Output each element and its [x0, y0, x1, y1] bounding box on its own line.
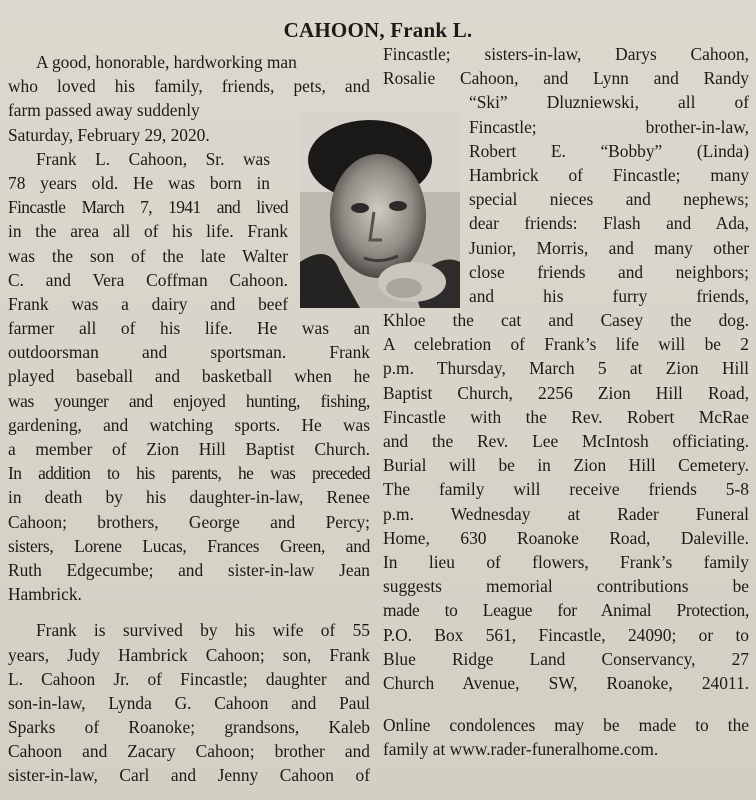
text-line: Cahoon and Zacary Cahoon; brother and: [8, 741, 370, 762]
text-line: Fincastle; brother-in-law,: [469, 116, 749, 137]
text-line: Saturday, February 29, 2020.: [8, 124, 210, 145]
text-line: family at www.rader-funeralhome.com.: [383, 739, 659, 760]
text-line: Junior, Morris, and many other: [469, 237, 749, 258]
text-line: in the area all of his life. Frank: [8, 221, 288, 242]
text-line: a member of Zion Hill Baptist Church.: [8, 439, 370, 459]
text-line: gardening, and watching sports. He was: [8, 414, 370, 435]
text-line: made to League for Animal Protection,: [383, 600, 749, 621]
text-line: played baseball and basketball when he: [8, 366, 370, 387]
text-line: farm passed away suddenly: [8, 100, 200, 121]
text-line: Fincastle with the Rev. Robert McRae: [383, 406, 749, 427]
text-line: suggests memorial contributions be: [383, 576, 749, 597]
text-line: P.O. Box 561, Fincastle, 24090; or to: [383, 624, 749, 645]
text-line: Home, 630 Roanoke Road, Daleville.: [383, 527, 749, 548]
text-line: A celebration of Frank’s life will be 2: [383, 334, 749, 355]
text-line: Sparks of Roanoke; grandsons, Kaleb: [8, 717, 370, 738]
text-line: In addition to his parents, he was preceded: [8, 463, 370, 484]
text-line: Rosalie Cahoon, and Lynn and Randy: [383, 68, 749, 89]
text-line: in death by his daughter-in-law, Renee: [8, 487, 370, 508]
text-line: Baptist Church, 2256 Zion Hill Road,: [383, 382, 749, 403]
left-column: [8, 50, 370, 788]
text-line: Fincastle; sisters-in-law, Darys Cahoon,: [383, 44, 749, 64]
text-line: special nieces and nephews;: [469, 189, 749, 210]
text-line: who loved his family, friends, pets, and: [8, 76, 370, 97]
text-line: and his furry friends,: [469, 285, 749, 306]
text-line: sisters, Lorene Lucas, Frances Green, and: [8, 535, 370, 556]
text-line: p.m. Wednesday at Rader Funeral: [383, 503, 749, 524]
text-line: outdoorsman and sportsman. Frank: [8, 342, 370, 363]
text-line: In lieu of flowers, Frank’s family: [383, 551, 749, 572]
text-line: Robert E. “Bobby” (Linda): [469, 140, 749, 161]
text-line: Ruth Edgecumbe; and sister-in-law Jean: [8, 559, 370, 580]
text-line: p.m. Thursday, March 5 at Zion Hill: [383, 358, 749, 379]
text-line: farmer all of his life. He was an: [8, 318, 370, 339]
text-line: C. and Vera Coffman Cahoon.: [8, 269, 288, 290]
text-line: Frank was a dairy and beef: [8, 293, 288, 314]
text-line: Frank is survived by his wife of 55: [36, 620, 370, 641]
right-column: [383, 42, 749, 761]
obituary-title: CAHOON, Frank L.: [283, 18, 473, 42]
text-line: Burial will be in Zion Hill Cemetery.: [383, 455, 749, 476]
text-line: L. Cahoon Jr. of Fincastle; daughter and: [8, 668, 370, 689]
text-line: 78 years old. He was born in: [8, 172, 270, 193]
text-line: Hambrick of Fincastle; many: [469, 164, 749, 185]
text-line: son-in-law, Lynda G. Cahoon and Paul: [8, 692, 370, 713]
text-line: close friends and neighbors;: [469, 261, 749, 282]
text-line: Fincastle March 7, 1941 and lived: [8, 197, 288, 218]
text-line: Frank L. Cahoon, Sr. was: [36, 148, 270, 169]
text-line: Blue Ridge Land Conservancy, 27: [383, 648, 749, 669]
text-line: Hambrick.: [8, 584, 82, 605]
text-line: dear friends: Flash and Ada,: [469, 213, 749, 234]
text-line: sister-in-law, Carl and Jenny Cahoon of: [8, 765, 370, 786]
text-line: was younger and enjoyed hunting, fishing,: [8, 390, 370, 411]
text-line: was the son of the late Walter: [8, 245, 288, 266]
text-line: Khloe the cat and Casey the dog.: [383, 310, 749, 331]
text-line: years, Judy Hambrick Cahoon; son, Frank: [8, 644, 370, 665]
text-line: and the Rev. Lee McIntosh officiating.: [383, 431, 749, 451]
text-line: A good, honorable, hardworking man: [36, 52, 297, 72]
text-line: “Ski” Dluzniewski, all of: [469, 92, 749, 113]
text-line: Church Avenue, SW, Roanoke, 24011.: [383, 672, 749, 693]
text-line: Cahoon; brothers, George and Percy;: [8, 511, 370, 532]
text-line: Online condolences may be made to the: [383, 715, 749, 736]
text-line: The family will receive friends 5-8: [383, 479, 749, 500]
